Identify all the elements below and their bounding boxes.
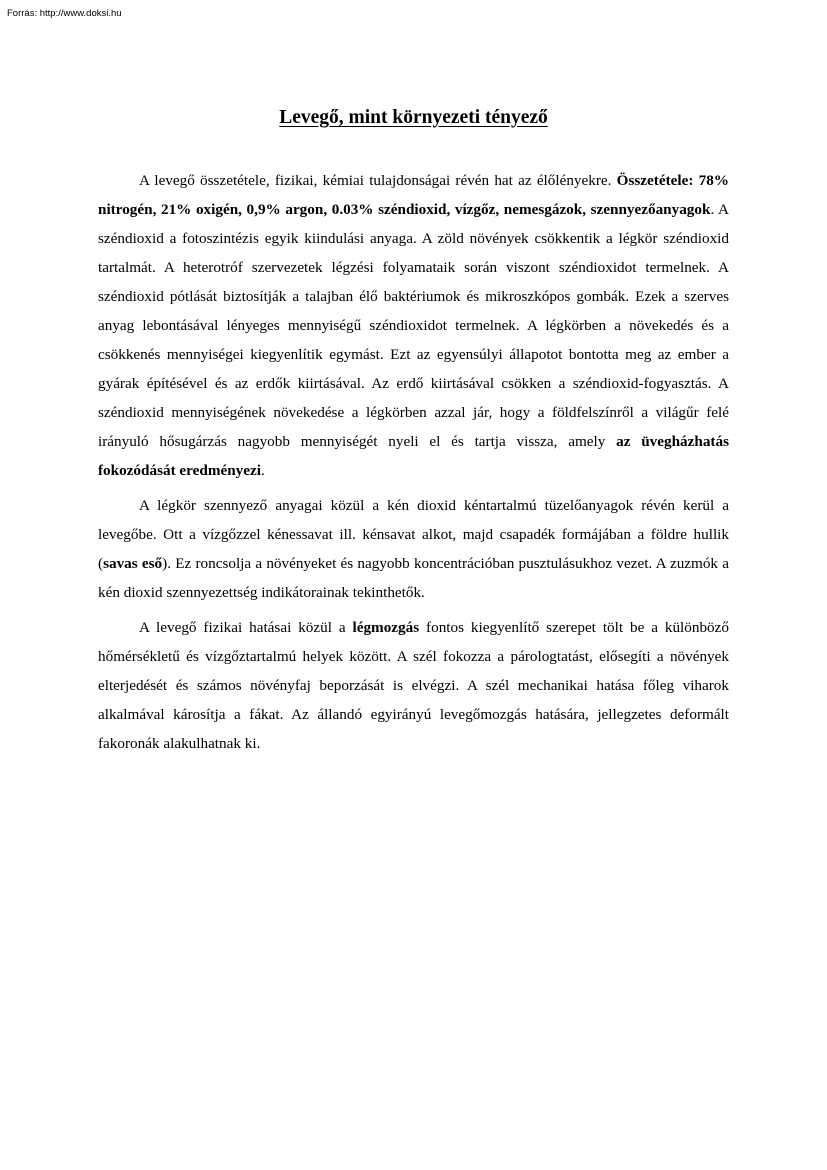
greenhouse-highlight: az üvegházhatás fokozódását eredményezi [98, 433, 729, 479]
paragraph-segment: . [260, 462, 265, 479]
air-movement-highlight: légmozgás [352, 619, 420, 636]
acid-rain-highlight: savas eső [103, 555, 163, 572]
paragraph-segment: A levegő összetétele, fizikai, kémiai tulajdonságai révén hat az élőlényekre. [139, 172, 617, 189]
source-label: Forrás: http://www.doksi.hu [7, 8, 122, 19]
document-title: Levegő, mint környezeti tényező [279, 107, 548, 128]
paragraph-segment: fontos kiegyenlítő szerepet tölt be a különböző hőmérsékletű és vízgőztartalmú helyek között. A szél fokozza a párologtatást, elősegíti a növények elterjedését és számos növényfaj beporzását is elvégzi. A szél mechanikai hatása főleg viharok alkalmával károsítja a fákat. Az állandó egyirányú levegőmozgás hatására, jellegzetes deformált fakoronák alakulhatnak ki. [98, 619, 729, 752]
paragraph-composition [98, 166, 729, 485]
paragraph-segment: A légkör szennyező anyagai közül a kén dioxid kéntartalmú tüzelőanyagok révén kerül a levegőbe. Ott a vízgőzzel kénessavat ill. kénsavat alkot, majd csapadék formájában a földre hullik ( [98, 497, 729, 572]
document-body [98, 166, 729, 764]
paragraph-segment: A levegő fizikai hatásai közül a [139, 619, 353, 636]
paragraph-segment: . A széndioxid a fotoszintézis egyik kiindulási anyaga. A zöld növények csökkentik a légkör széndioxid tartalmát. A heterotróf szervezetek légzési folyamataik során viszont széndioxidot termelnek. A széndioxid pótlását biztosítják a talajban élő baktériumok és mikroszkópos gombák. Ezek a szerves anyag lebontásával lényeges mennyiségű széndioxidot termelnek. A légkörben a növekedés és a csökkenés mennyiségei kiegyenlítik egymást. Ezt az egyensúlyi állapotot bontotta meg az ember a gyárak építésével és az erdők kiirtásával. Az erdő kiirtásával csökken a széndioxid-fogyasztás. A széndioxid mennyiségének növekedése a légkörben azzal jár, hogy a földfelszínről a világűr felé irányuló hősugárzás nagyobb mennyiségét nyeli el és tartja vissza, amely [98, 201, 729, 450]
paragraph-segment: ). Ez roncsolja a növényeket és nagyobb koncentrációban pusztulásukhoz vezet. A zuzmók a kén dioxid szennyezettség indikátorainak tekinthetők. [98, 555, 729, 601]
paragraph-pollutants [98, 491, 729, 607]
paragraph-air-movement [98, 613, 729, 758]
composition-highlight: Összetétele: 78% nitrogén, 21% oxigén, 0,9% argon, 0.03% széndioxid, vízgőz, nemesgázok, szennyezőanyagok [98, 172, 729, 218]
